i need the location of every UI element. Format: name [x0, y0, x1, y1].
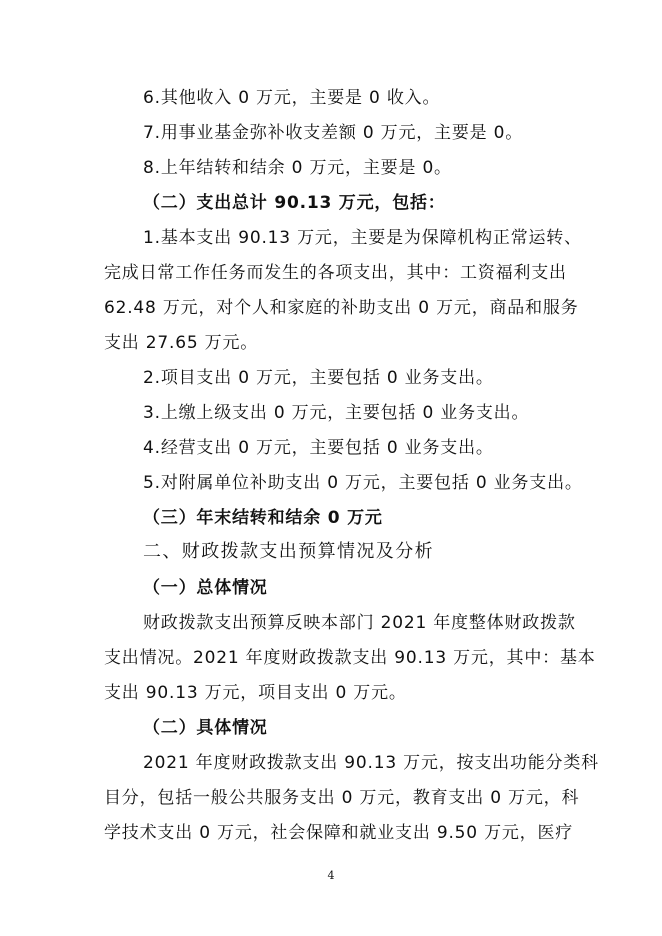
section-heading-year-end-carryover: （三）年末结转和结余 0 万元: [143, 508, 383, 528]
text-line-basic-detail-2: 62.48 万元，对个人和家庭的补助支出 0 万元，商品和服务: [104, 298, 579, 318]
text-line-project-expenditure: 2.项目支出 0 万元，主要包括 0 业务支出。: [143, 368, 494, 388]
text-line-details-3: 学技术支出 0 万元，社会保障和就业支出 9.50 万元，医疗: [104, 823, 574, 843]
page-number: 4: [327, 869, 335, 882]
text-line-basic-expenditure: 1.基本支出 90.13 万元，主要是为保障机构正常运转、: [143, 228, 582, 248]
section-heading-overview: （一）总体情况: [143, 578, 268, 598]
text-line-subsidiary-subsidy: 5.对附属单位补助支出 0 万元，主要包括 0 业务支出。: [143, 473, 583, 493]
chapter-heading-fiscal-appropriation: 二、财政拨款支出预算情况及分析: [143, 541, 434, 562]
text-line-operating-expenditure: 4.经营支出 0 万元，主要包括 0 业务支出。: [143, 438, 494, 458]
text-line-fund-balance: 7.用事业基金弥补收支差额 0 万元，主要是 0。: [143, 123, 524, 143]
text-line-prior-carryover: 8.上年结转和结余 0 万元，主要是 0。: [143, 158, 452, 178]
section-heading-expenditure-total: （二）支出总计 90.13 万元，包括：: [143, 193, 446, 213]
text-line-remittance-expenditure: 3.上缴上级支出 0 万元，主要包括 0 业务支出。: [143, 403, 530, 423]
text-line-details-2: 目分，包括一般公共服务支出 0 万元，教育支出 0 万元，科: [104, 788, 580, 808]
text-line-basic-detail-1: 完成日常工作任务而发生的各项支出，其中：工资福利支出: [104, 263, 567, 283]
text-line-details-1: 2021 年度财政拨款支出 90.13 万元，按支出功能分类科: [143, 753, 599, 773]
section-heading-details: （二）具体情况: [143, 718, 268, 738]
text-line-overview-2: 支出情况。2021 年度财政拨款支出 90.13 万元，其中：基本: [104, 648, 596, 668]
text-line-income-other: 6.其他收入 0 万元，主要是 0 收入。: [143, 88, 441, 108]
text-line-basic-detail-3: 支出 27.65 万元。: [104, 333, 259, 353]
text-line-overview-1: 财政拨款支出预算反映本部门 2021 年度整体财政拨款: [143, 613, 576, 633]
text-line-overview-3: 支出 90.13 万元，项目支出 0 万元。: [104, 683, 407, 703]
